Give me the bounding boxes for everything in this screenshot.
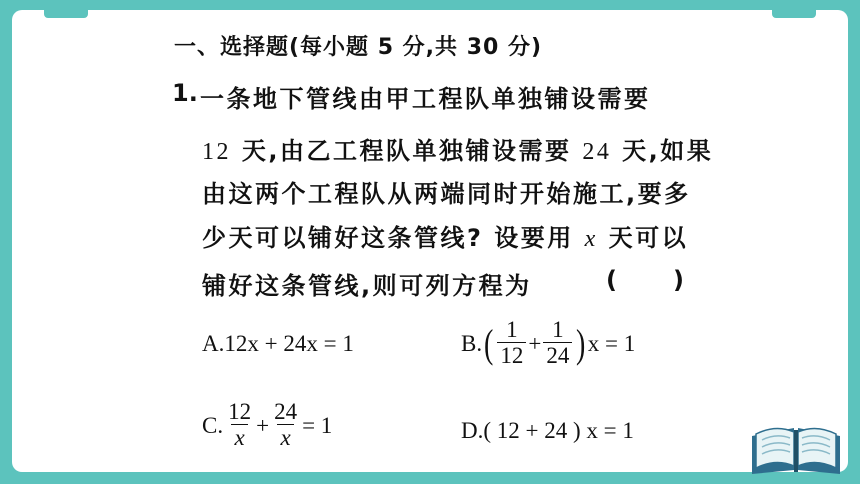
open-book-icon <box>748 418 844 474</box>
question-line-1: 一条地下管线由甲工程队单独铺设需要 <box>200 85 651 113</box>
option-b-paren-open: ( <box>484 320 494 366</box>
option-c-fraction-2: $\frac{24}{x}$ <box>274 399 298 450</box>
option-b-plus: + <box>528 330 542 356</box>
option-c[interactable] <box>202 400 332 451</box>
option-c-plus: + <box>256 412 270 438</box>
card-tab-left <box>44 10 88 18</box>
question-line-3: 由这两个工程队从两端同时开始施工,要多 <box>202 180 691 208</box>
option-a[interactable] <box>202 331 354 357</box>
option-b-fraction-2: $\frac{1}{24}$ <box>543 318 572 369</box>
option-a-expr: 12x + 24x = 1 <box>224 331 354 356</box>
question-line-4: 少天可以铺好这条管线? 设要用 x 天可以 <box>202 224 689 252</box>
option-c-fraction-1: $\frac{12}{x}$ <box>228 399 252 450</box>
question-line-2: 12 天,由乙工程队单独铺设需要 24 天,如果 <box>202 137 714 165</box>
option-d-label: D. <box>461 418 484 443</box>
option-a-label: A. <box>202 331 225 356</box>
question-line-5: 铺好这条管线,则可列方程为 <box>202 272 532 300</box>
option-b-tail: x = 1 <box>587 330 636 356</box>
option-c-label: C. <box>202 412 224 438</box>
option-d-expr: ( 12 + 24 ) x = 1 <box>483 418 634 443</box>
option-b-paren-close: ) <box>576 320 586 366</box>
option-b-label: B. <box>461 330 483 356</box>
option-d[interactable] <box>461 418 634 444</box>
option-b-fraction-1: $\frac{1}{12}$ <box>497 318 526 369</box>
section-title: 一、选择题(每小题 5 分,共 30 分) <box>174 35 543 60</box>
answer-paren-close: ) <box>673 266 684 294</box>
card-tab-right <box>772 10 816 18</box>
question-number: 1. <box>172 79 198 107</box>
option-c-tail: = 1 <box>302 412 333 438</box>
answer-paren-open: ( <box>606 266 617 294</box>
option-b[interactable] <box>461 318 635 369</box>
